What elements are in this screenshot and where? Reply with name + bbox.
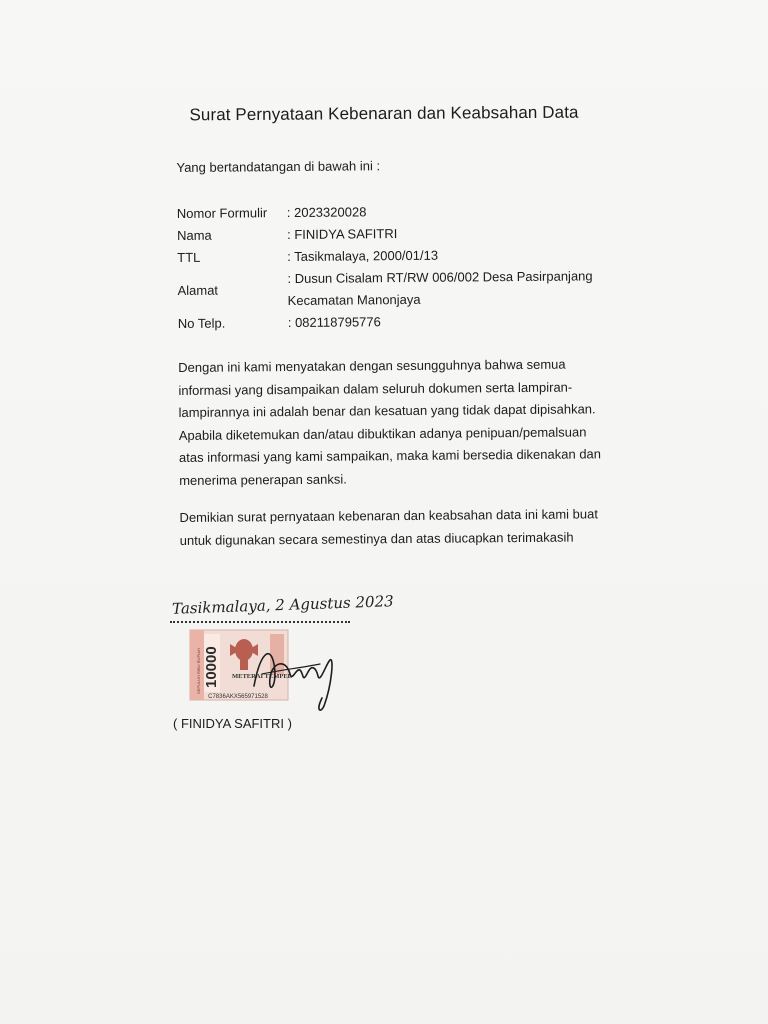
identity-fields xyxy=(177,199,593,335)
stamp-value: 10000 xyxy=(203,646,220,688)
stamp-side-text: SEPULUH RIBU RUPIAH xyxy=(196,648,201,694)
paragraph-line: Apabila diketemukan dan/atau dibuktikan adanya penipuan/pemalsuan xyxy=(178,423,587,443)
closing-paragraph xyxy=(179,503,649,552)
document-title: Surat Pernyataan Kebenaran dan Keabsahan Data xyxy=(189,102,579,125)
statement-paragraph xyxy=(178,353,649,492)
dotted-line xyxy=(170,621,350,623)
field-value: : Tasikmalaya, 2000/01/13 xyxy=(287,247,439,265)
field-label: Nama xyxy=(176,227,212,243)
field-row-no-telp xyxy=(178,309,593,335)
stamp-serial: C7836AKX565971528 xyxy=(208,694,268,700)
field-value-multiline xyxy=(287,265,593,312)
field-value: : 082118795776 xyxy=(287,314,381,331)
field-row-alamat xyxy=(177,265,593,313)
field-label: Alamat xyxy=(177,282,219,298)
stamp-text: METERAI TEMPEL xyxy=(231,673,293,680)
paragraph-line: Demikian surat pernyataan kebenaran dan keabsahan data ini kami buat xyxy=(179,506,599,525)
field-value: : FINIDYA SAFITRI xyxy=(286,226,398,243)
intro-text: Yang bertandatangan di bawah ini : xyxy=(176,158,381,175)
place-date-handwritten: Tasikmalaya, 2 Agustus 2023 xyxy=(171,592,394,618)
paragraph-line: informasi yang disampaikan dalam seluruh dokumen serta lampiran- xyxy=(178,379,573,398)
paragraph-line: Dengan ini kami menyatakan dengan sesungguhnya bahwa semua xyxy=(178,356,566,375)
paragraph-line: atas informasi yang kami sampaikan, maka kami bersedia dikenakan dan xyxy=(178,446,602,465)
field-label: TTL xyxy=(177,249,201,265)
field-label: No Telp. xyxy=(177,315,226,331)
signatory-name: ( FINIDYA SAFITRI ) xyxy=(173,716,292,731)
paragraph-line: menerima penerapan sanksi. xyxy=(179,471,347,488)
field-value: : 2023320028 xyxy=(286,204,367,221)
handwritten-signature-icon xyxy=(240,624,350,714)
signature-block xyxy=(170,588,470,738)
address-line: Kecamatan Manonjaya xyxy=(287,291,421,309)
paragraph-line: lampirannya ini adalah benar dan kesatuan yang tidak dapat dipisahkan. xyxy=(178,401,596,420)
field-label: Nomor Formulir xyxy=(176,205,268,221)
paragraph-line: untuk digunakan secara semestinya dan atas diucapkan terimakasih xyxy=(179,529,574,548)
address-line: : Dusun Cisalam RT/RW 006/002 Desa Pasirpanjang xyxy=(287,268,593,287)
